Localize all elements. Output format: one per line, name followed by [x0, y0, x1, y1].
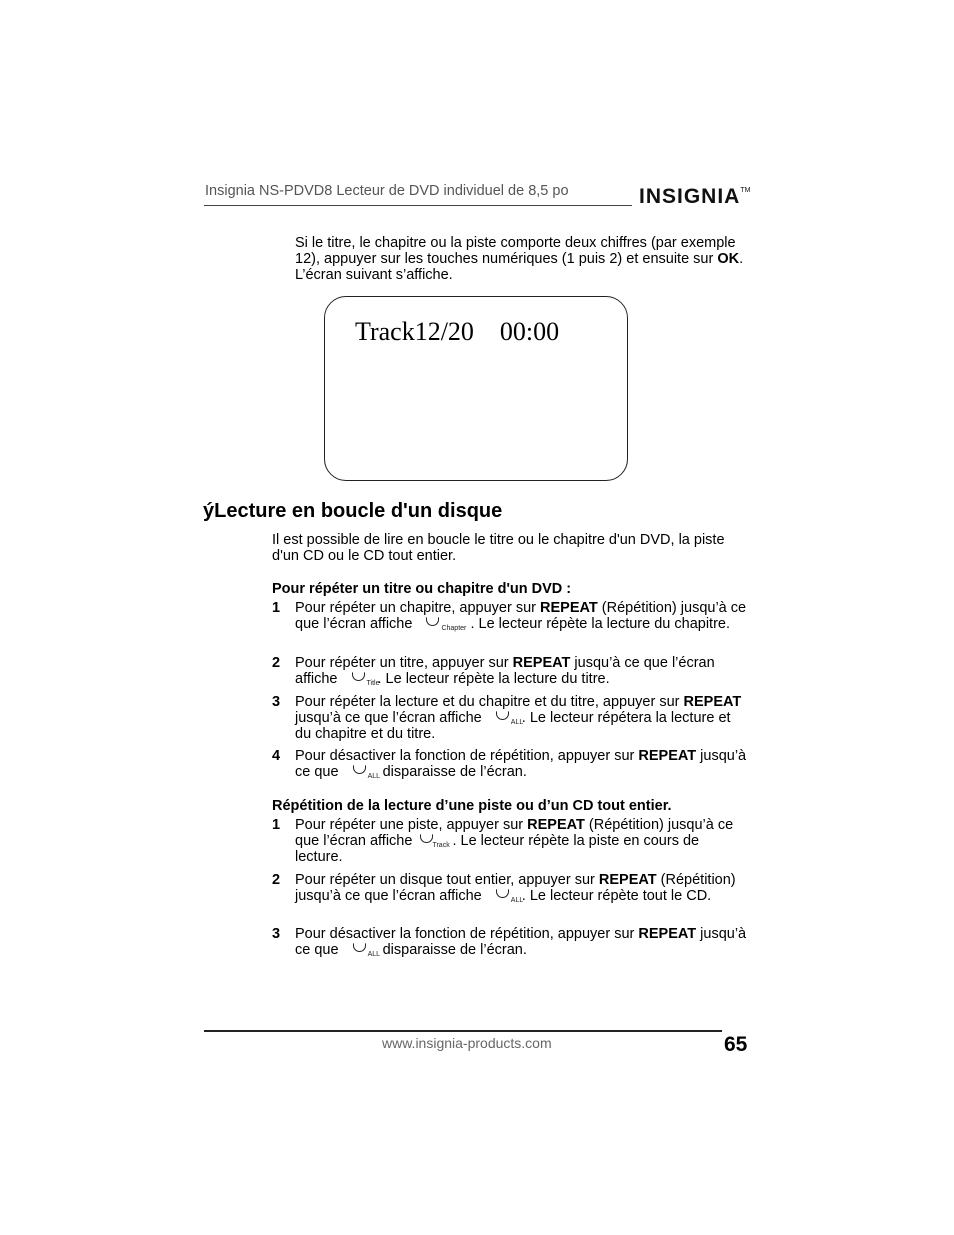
page-number: 65 [724, 1033, 748, 1056]
header-title: Insignia NS-PDVD8 Lecteur de DVD individuel de 8,5 po [205, 183, 569, 199]
item-text: jusqu’à ce que l’écran affiche [295, 655, 715, 687]
item-number: 1 [272, 600, 281, 616]
item-number: 1 [272, 817, 281, 833]
list-item [272, 817, 750, 865]
footer-rule [204, 1030, 722, 1032]
item-text: . Le lecteur répétera la lecture et du chapitre et du titre. [295, 710, 731, 742]
insignia-logo [639, 185, 750, 209]
repeat-track-icon [416, 833, 452, 847]
cd-subhead: Répétition de la lecture d’une piste ou d’un CD tout entier. [272, 798, 672, 814]
repeat-all-icon [343, 942, 379, 956]
section-title: ýLecture en boucle d'un disque [203, 500, 503, 522]
item-text: Pour répéter un disque tout entier, appuyer sur [295, 872, 599, 888]
icon-label: ALL [367, 773, 381, 780]
item-text: jusqu’à ce que l’écran affiche [295, 710, 486, 726]
repeat-all-icon [486, 710, 522, 724]
list-item [272, 694, 750, 742]
footer-url: www.insignia-products.com [382, 1035, 552, 1051]
item-text: disparaisse de l’écran. [378, 942, 527, 958]
item-text: Pour répéter un titre, appuyer sur [295, 655, 513, 671]
repeat-key: REPEAT [638, 748, 697, 764]
list-item [272, 872, 750, 904]
header-rule [204, 205, 632, 206]
icon-label: Track [432, 842, 450, 849]
section-intro: Il est possible de lire en boucle le titre ou le chapitre d'un DVD, la piste d'un CD ou le CD tout entier. [272, 532, 725, 564]
intro-paragraph [295, 235, 755, 283]
screen-track-readout: Track12/20 00:00 [355, 317, 560, 346]
item-text: Pour répéter la lecture et du chapitre et du titre, appuyer sur [295, 694, 684, 710]
icon-label: ALL [510, 719, 524, 726]
item-text: jusqu’à ce que [295, 926, 747, 958]
item-text: (Répétition) jusqu’à ce que l’écran affiche [295, 817, 734, 849]
repeat-key: REPEAT [512, 655, 571, 671]
repeat-key: REPEAT [598, 872, 657, 888]
item-text: jusqu’à ce que [295, 748, 747, 780]
repeat-all-icon [486, 888, 522, 902]
list-item [272, 926, 750, 958]
ok-key: OK [717, 251, 740, 267]
repeat-key: REPEAT [638, 926, 697, 942]
logo-text: INSIGNIA [639, 185, 741, 208]
item-number: 2 [272, 872, 281, 888]
item-text: Pour répéter un chapitre, appuyer sur [295, 600, 541, 616]
icon-label: Title [366, 680, 380, 687]
item-number: 3 [272, 926, 281, 942]
repeat-all-icon [343, 764, 379, 778]
list-item [272, 600, 750, 632]
item-text: Pour répéter une piste, appuyer sur [295, 817, 528, 833]
repeat-key: REPEAT [527, 817, 585, 833]
intro-text: Si le titre, le chapitre ou la piste comporte deux chiffres (par exemple 12), appuyer sur les touches numériques (1 puis 2) et ensuite sur [295, 235, 736, 267]
item-text: disparaisse de l’écran. [378, 764, 527, 780]
dvd-subhead: Pour répéter un titre ou chapitre d'un DVD : [272, 581, 572, 597]
list-item [272, 748, 750, 780]
icon-label: ALL [510, 897, 524, 904]
repeat-chapter-icon [416, 616, 470, 630]
intro-text-end: . L’écran suivant s’affiche. [295, 251, 744, 283]
item-text: . Le lecteur répète la lecture du chapitre. [470, 616, 730, 632]
screen-display [324, 296, 628, 481]
repeat-title-icon [342, 671, 378, 685]
item-text: . Le lecteur répète la lecture du titre. [377, 671, 610, 687]
item-text: (Répétition) jusqu’à ce que l’écran affiche [295, 872, 736, 904]
icon-label: ALL [367, 951, 381, 958]
icon-label: Chapter [441, 625, 467, 632]
item-text: . Le lecteur répète la piste en cours de lecture. [295, 833, 700, 865]
item-text: Pour désactiver la fonction de répétition, appuyer sur [295, 926, 639, 942]
item-number: 4 [272, 748, 281, 764]
logo-tm: TM [740, 187, 751, 194]
item-text: (Répétition) jusqu’à ce que l’écran affiche [295, 600, 747, 632]
item-number: 2 [272, 655, 281, 671]
item-text: . Le lecteur répète tout le CD. [521, 888, 712, 904]
list-item [272, 655, 750, 687]
repeat-key: REPEAT [540, 600, 598, 616]
item-text: Pour désactiver la fonction de répétition, appuyer sur [295, 748, 639, 764]
item-number: 3 [272, 694, 281, 710]
repeat-key: REPEAT [683, 694, 742, 710]
